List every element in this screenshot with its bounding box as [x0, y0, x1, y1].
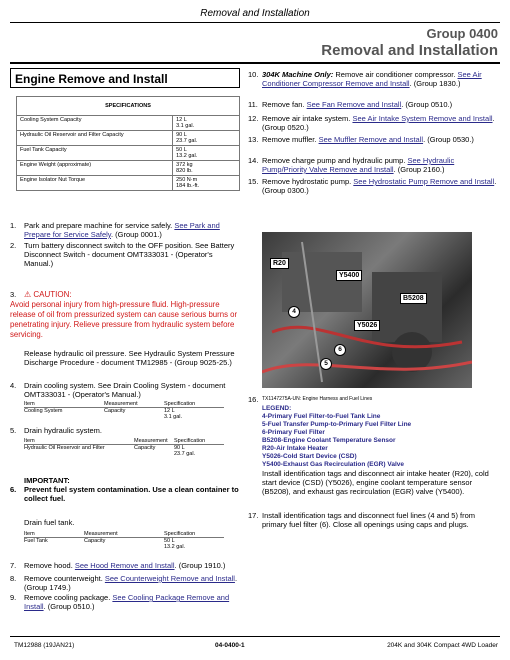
table-row: [24, 538, 224, 551]
callout-5: 5: [320, 358, 332, 370]
air-intake-link[interactable]: See Air Intake System Remove and Install: [352, 114, 493, 123]
step-text: Drain cooling system. See Drain Cooling System - document OMT333031 - (Operator's Manual.): [24, 381, 226, 399]
spec-value: 3.1 gal.: [176, 123, 195, 129]
label-b5208: B5208: [400, 293, 427, 304]
specifications-heading: SPECIFICATIONS: [17, 97, 240, 116]
cell-item: Cooling System: [24, 408, 63, 414]
step-number: 13.: [248, 135, 259, 144]
step-ref: . (Group 0300.): [262, 177, 497, 195]
spec-value: 23.7 gal.: [176, 138, 198, 144]
step-number: 3.: [10, 290, 17, 299]
spec-item: Engine Weight (approximate): [17, 161, 173, 176]
step-number: 15.: [248, 177, 259, 186]
step-14: [248, 156, 500, 174]
step-1: [10, 221, 242, 239]
label-y5026: Y5026: [354, 320, 380, 331]
step-4: [10, 381, 242, 399]
step-ref: . (Group 0510.): [401, 100, 453, 109]
park-prepare-link[interactable]: See Park and Prepare for Service Safely: [24, 221, 220, 239]
hydrostatic-pump-link[interactable]: See Hydrostatic Pump Remove and Install: [353, 177, 495, 186]
engine-part: [372, 272, 442, 342]
step-text: Remove charge pump and hydraulic pump.: [262, 156, 408, 165]
step-6-table: [24, 531, 224, 550]
step-ref: . (Group 1910.): [174, 561, 226, 570]
spec-item: Hydraulic Oil Reservoir and Filter Capacity: [17, 131, 173, 146]
label-y5400: Y5400: [336, 270, 362, 281]
pulley: [392, 332, 432, 372]
step-text: Remove hood.: [24, 561, 75, 570]
footer-doc-id: TM12988 (19JAN21): [14, 642, 75, 649]
counterweight-link[interactable]: See Counterweight Remove and Install: [104, 574, 235, 583]
step-number: 8.: [10, 574, 17, 583]
step-number: 2.: [10, 241, 17, 250]
spec-value: 250 N·m: [176, 177, 198, 183]
step-text: Remove hydrostatic pump.: [262, 177, 354, 186]
step-8: [10, 574, 242, 592]
col-specification: Specification: [164, 531, 224, 538]
step-text: Remove cooling package.: [24, 593, 113, 602]
spec-value: 820 lb.: [176, 168, 193, 174]
spec-value: 12 L: [176, 117, 187, 123]
table-row: [17, 161, 240, 176]
legend-item: Y5026-Cold Start Device (CSD): [262, 453, 357, 460]
step-text: Remove air conditioner compressor.: [333, 70, 458, 79]
legend-item: Y5400-Exhaust Gas Recirculation (EGR) Valve: [262, 461, 404, 468]
table-row: [17, 146, 240, 161]
step-11: [248, 100, 500, 109]
callout-4: 4: [288, 306, 300, 318]
col-item: Item: [24, 401, 104, 408]
step-number: 16.: [248, 395, 259, 404]
step-text: Park and prepare machine for service safely.: [24, 221, 175, 230]
cell-item: Hydraulic Oil Reservoir and Filter: [24, 445, 105, 451]
cell-value: 13.2 gal.: [164, 544, 186, 550]
red-hose: [262, 362, 472, 372]
step-2: [10, 241, 242, 268]
legend-item: R20-Air Intake Heater: [262, 445, 328, 452]
step-ref: . (Group 1830.): [409, 79, 461, 88]
col-item: Item: [24, 438, 134, 445]
cell-value: 12 L: [164, 408, 175, 414]
step-10: [248, 70, 500, 88]
step-number: 9.: [10, 593, 17, 602]
step-number: 6.: [10, 485, 17, 494]
muffler-link[interactable]: See Muffler Remove and Install: [318, 135, 424, 144]
hood-link[interactable]: See Hood Remove and Install: [74, 561, 175, 570]
step-6-extra: Drain fuel tank.: [24, 518, 75, 527]
cell-meas: Capacity: [104, 408, 126, 414]
section-title: Engine Remove and Install: [10, 68, 240, 88]
footer-rule: [10, 636, 500, 637]
step-5: [10, 426, 242, 435]
col-measurement: Measurement: [104, 401, 164, 408]
step-text: Remove air intake system.: [262, 114, 353, 123]
figure-caption: TX1147275A-UN: Engine Harness and Fuel Lines: [262, 396, 373, 402]
step-6: [10, 485, 242, 503]
step-16-text: Install identification tags and disconnect air intake heater (R20), cold start device (CSD) (Y5026), engine coolant temperature sensor (B5208), and exhaust gas recirculation (EGR) valve (Y5400).: [262, 469, 489, 496]
cell-meas: Capacity: [134, 445, 156, 451]
cell-value: 90 L: [174, 445, 185, 451]
step-ref: . (Group 0520.): [262, 114, 495, 132]
col-item: Item: [24, 531, 84, 538]
engine-harness-photo: [262, 232, 472, 388]
step-3: [10, 290, 242, 299]
step-text: Install identification tags and disconnect fuel lines (4 and 5) from primary fuel filter (6). Close all openings using caps and plugs.: [262, 511, 476, 529]
label-r20: R20: [270, 258, 289, 269]
step-text: Remove muffler.: [262, 135, 319, 144]
legend-item: 5-Fuel Transfer Pump-to-Primary Fuel Filter Line: [262, 421, 412, 428]
caution-text: CAUTION:: [33, 290, 72, 299]
step-ref: . (Group 2160.): [393, 165, 445, 174]
page-title: Removal and Installation: [321, 42, 498, 59]
step-3-extra: Release hydraulic oil pressure. See Hydraulic System Pressure Discharge Procedure - document TM12985 - (Group 9025-25.): [24, 349, 235, 367]
step-13: [248, 135, 500, 144]
footer-product: 204K and 304K Compact 4WD Loader: [387, 642, 498, 649]
running-header: Removal and Installation: [200, 8, 310, 19]
table-row: [24, 445, 224, 458]
cell-value: 3.1 gal.: [164, 414, 183, 420]
col-measurement: Measurement: [84, 531, 164, 538]
legend-title: LEGEND:: [262, 405, 292, 412]
fan-link[interactable]: See Fan Remove and Install: [306, 100, 402, 109]
table-row: [17, 176, 240, 191]
step-number: 4.: [10, 381, 17, 390]
header-rule: [10, 22, 500, 23]
table-row: [17, 131, 240, 146]
legend-item: 4-Primary Fuel Filter-to-Fuel Tank Line: [262, 413, 381, 420]
table-row: [24, 408, 224, 421]
step-text: Prevent fuel system contamination. Use a clean container to collect fuel.: [24, 485, 239, 503]
legend: [262, 405, 500, 469]
spec-item: Engine Isolator Nut Torque: [17, 176, 173, 191]
step-ref: . (Group 1749.): [24, 574, 238, 592]
step-ref: . (Group 0001.): [110, 230, 162, 239]
step-number: 5.: [10, 426, 17, 435]
cell-meas: Capacity: [84, 538, 106, 544]
step-number: 1.: [10, 221, 17, 230]
spec-item: Cooling System Capacity: [17, 116, 173, 131]
step-text: Turn battery disconnect switch to the OFF position. See Battery Disconnect Switch - document OMT333031 - (Operator's Manual.): [24, 241, 235, 268]
step-5-table: [24, 438, 224, 457]
col-measurement: Measurement: [134, 438, 174, 445]
spec-value: 13.2 gal.: [176, 153, 198, 159]
legend-item: B5208-Engine Coolant Temperature Sensor: [262, 437, 396, 444]
spec-item: Fuel Tank Capacity: [17, 146, 173, 161]
caution-warning: Avoid personal injury from high-pressure fluid. High-pressure release of oil from pressurized system can cause serious burns or penetrating injury. Relieve pressure from hydraulic system before servicing.: [10, 300, 238, 339]
col-specification: Specification: [164, 401, 224, 408]
ac-compressor-link[interactable]: See Air Conditioner Compressor Remove and Install: [262, 70, 482, 88]
step-7: [10, 561, 242, 570]
specifications-table: [16, 96, 240, 191]
cell-value: 50 L: [164, 538, 175, 544]
col-specification: Specification: [174, 438, 224, 445]
step-number: 7.: [10, 561, 17, 570]
table-row: [17, 116, 240, 131]
step-number: 14.: [248, 156, 259, 165]
group-number: Group 0400: [426, 26, 498, 41]
spec-value: 90 L: [176, 132, 187, 138]
step-number: 12.: [248, 114, 259, 123]
step-ref: . (Group 0530.): [423, 135, 474, 144]
step-4-table: [24, 401, 224, 420]
spec-value: 372 kg: [176, 162, 193, 168]
callout-6: 6: [334, 344, 346, 356]
cooling-package-link[interactable]: See Cooling Package Remove and Install: [24, 593, 230, 611]
step-12: [248, 114, 500, 132]
step-9: [10, 593, 242, 611]
step-text: Drain hydraulic system.: [24, 426, 102, 435]
step-number: 17.: [248, 511, 259, 520]
step-17: [248, 511, 500, 529]
important-label: IMPORTANT:: [24, 476, 70, 485]
footer-page-number: 04-0400-1: [215, 642, 245, 649]
cell-item: Fuel Tank: [24, 538, 48, 544]
spec-value: 184 lb.-ft.: [176, 183, 200, 189]
cell-value: 23.7 gal.: [174, 451, 196, 457]
hydraulic-pump-link[interactable]: See Hydraulic Pump/Priority Valve Remove and Install: [262, 156, 455, 174]
title-rule: [10, 62, 500, 64]
warning-icon: ⚠: [24, 290, 32, 299]
step-number: 11.: [248, 100, 258, 109]
legend-item: 6-Primary Fuel Filter: [262, 429, 325, 436]
step-15: [248, 177, 500, 195]
step-ref: . (Group 0510.): [43, 602, 95, 611]
engine-block: [282, 252, 362, 312]
caution-label: [24, 290, 72, 299]
step-number: 10.: [248, 70, 259, 79]
step-lead: 304K Machine Only:: [262, 70, 334, 79]
spec-value: 50 L: [176, 147, 187, 153]
step-text: Remove fan.: [262, 100, 307, 109]
step-text: Remove counterweight.: [24, 574, 105, 583]
